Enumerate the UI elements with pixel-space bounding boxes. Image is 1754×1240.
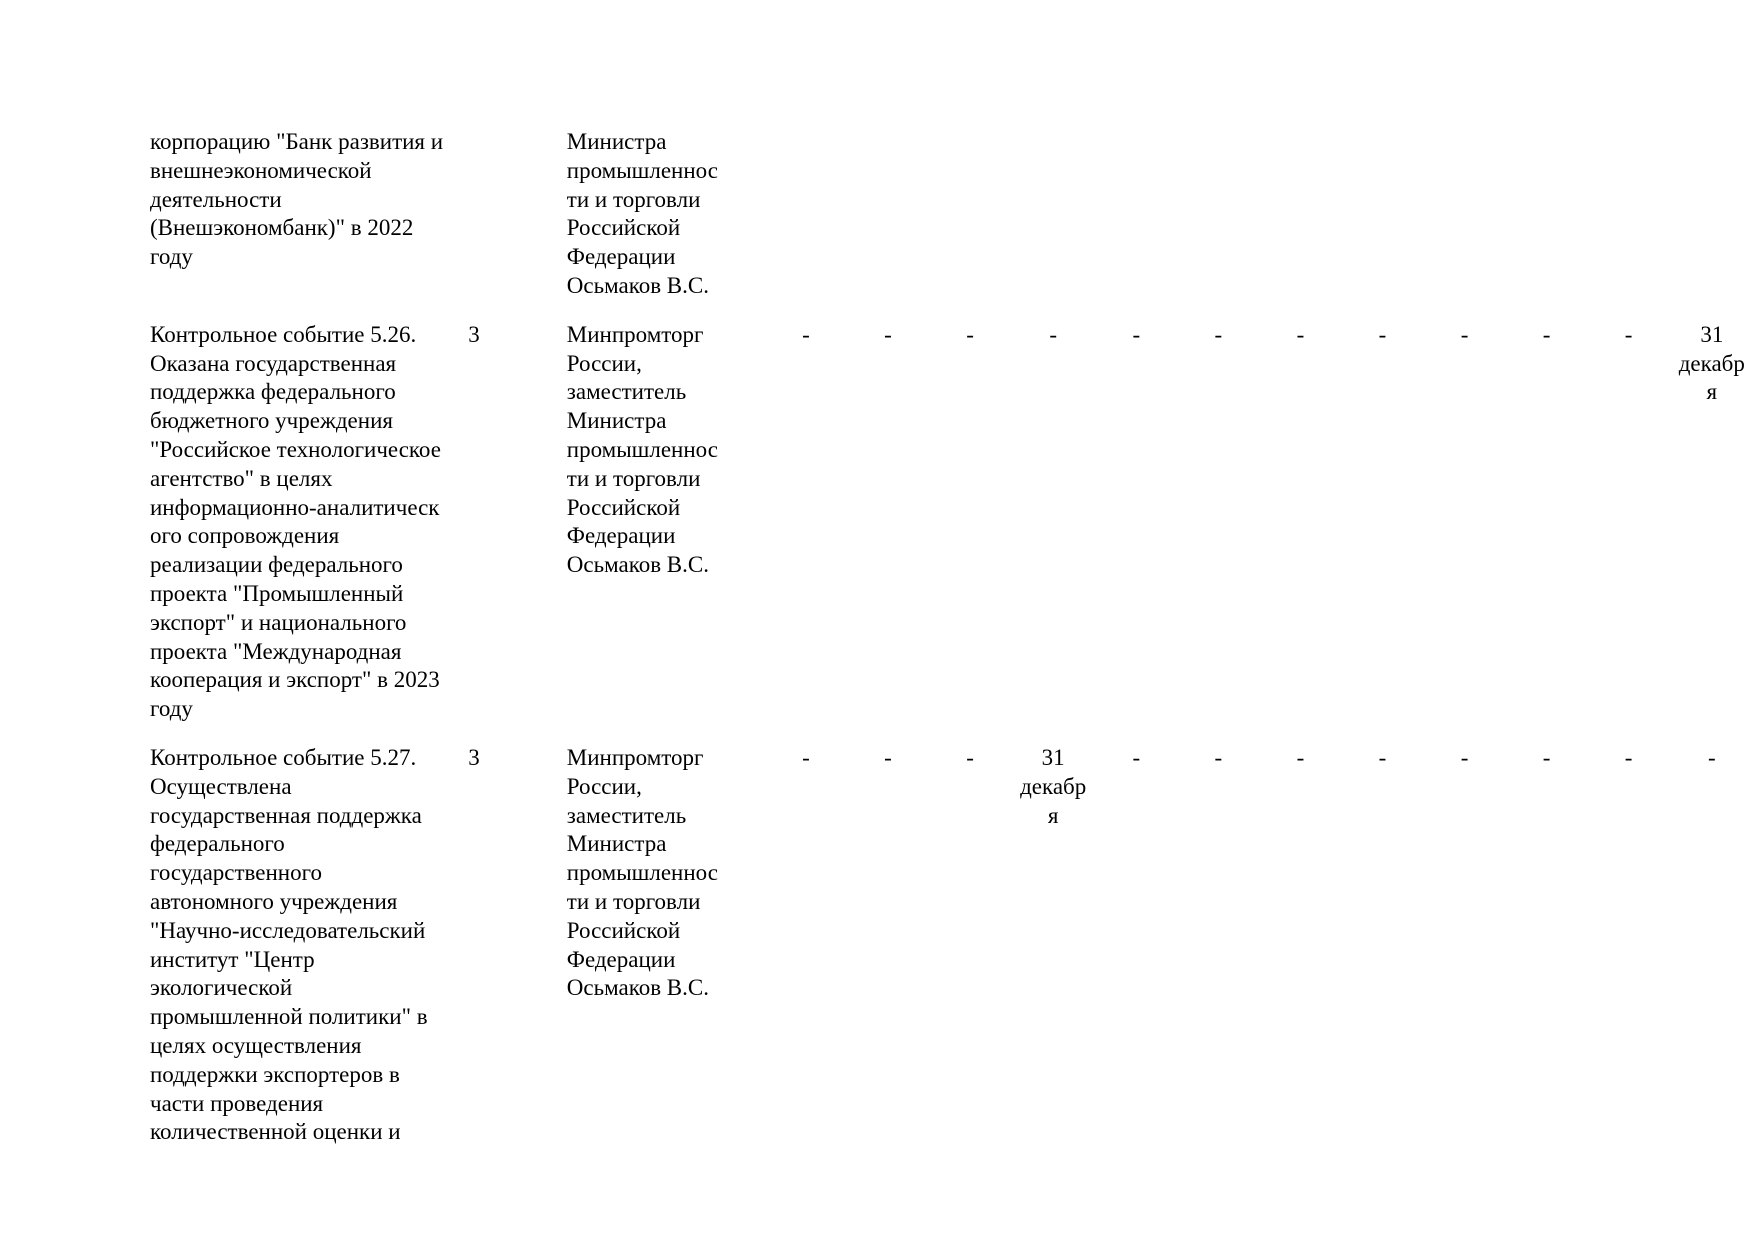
event-name: корпорацию "Банк развития и внешнеэкономической деятельности (Внешэкономбанк)" в 2022 году	[150, 129, 444, 270]
quarter-cell: -	[1214, 744, 1223, 770]
control-events-table	[150, 128, 1754, 1147]
responsible-text: Минпромторг России, заместитель Министра промышленнос ти и торговли Российской Федерации Осьмаков В.С.	[566, 321, 718, 578]
quarter-cell: -	[1460, 744, 1469, 770]
responsible-text: Министра промышленнос ти и торговли Российской Федерации Осьмаков В.С.	[566, 129, 718, 298]
responsible-cell	[567, 744, 765, 1147]
quarter-cell: -	[1214, 321, 1223, 347]
quarter-cell: -	[884, 321, 892, 347]
quarter-cell	[1177, 128, 1259, 321]
event-name: Контрольное событие 5.26. Оказана государственная поддержка федерального бюджетного учреждения "Российское технологическое агентство" в целях информационно-аналитическ ого сопровождения реализации федерального проекта "Промышленный экспорт" и национального проекта "Международная кооперация и экспорт" в 2023 году	[150, 321, 441, 722]
quarter-cell	[1506, 128, 1588, 321]
quarter-cell: -	[884, 744, 892, 770]
quarter-cell: -	[1296, 744, 1305, 770]
quarter-cell: -	[1296, 321, 1305, 347]
quarter-cell: -	[966, 321, 974, 347]
quarter-cell	[765, 128, 847, 321]
quarter-cell	[847, 128, 929, 321]
quarter-cell: -	[1378, 744, 1387, 770]
responsible-text: Минпромторг России, заместитель Министра промышленнос ти и торговли Российской Федерации Осьмаков В.С.	[566, 744, 718, 1001]
event-name-cell	[150, 744, 466, 1147]
table-row	[150, 321, 1754, 744]
level-value: 3	[468, 744, 480, 770]
quarter-cell: -	[1542, 744, 1551, 770]
level-cell	[466, 744, 567, 1147]
quarter-cell	[1341, 128, 1423, 321]
level-cell	[466, 321, 567, 744]
quarter-cell: -	[802, 744, 810, 770]
quarter-cell: -	[1624, 321, 1633, 347]
quarter-cell: -	[1624, 744, 1633, 770]
quarter-cell	[1095, 128, 1177, 321]
quarter-cell: -	[1542, 321, 1551, 347]
quarter-cell	[929, 128, 1011, 321]
quarter-cell	[1011, 128, 1095, 321]
level-cell	[466, 128, 567, 321]
quarter-cell: -	[1460, 321, 1469, 347]
quarter-cell: -	[966, 744, 974, 770]
event-name-cell	[150, 128, 466, 321]
responsible-cell	[567, 321, 765, 744]
quarter-cell	[1588, 128, 1670, 321]
quarter-cell: -	[1378, 321, 1387, 347]
table-row	[150, 128, 1754, 321]
quarter-cell: -	[802, 321, 810, 347]
quarter-cell: -	[1132, 744, 1141, 770]
level-value: 3	[468, 321, 480, 347]
quarter-cell: 31 декабр я	[1020, 744, 1087, 828]
table-row	[150, 744, 1754, 1147]
event-name-cell	[150, 321, 466, 744]
quarter-cell	[1259, 128, 1341, 321]
quarter-cell	[1424, 128, 1506, 321]
quarter-cell: -	[1049, 321, 1058, 347]
quarter-cell: -	[1132, 321, 1141, 347]
responsible-cell	[567, 128, 765, 321]
quarter-cell	[1670, 128, 1754, 321]
event-name: Контрольное событие 5.27. Осуществлена государственная поддержка федерального государственного автономного учреждения "Научно-исследовательский институт "Центр экологической промышленной политики" в целях осуществления поддержки экспортеров в части проведения количественной оценки и	[150, 744, 428, 1145]
quarter-cell: -	[1707, 744, 1716, 770]
quarter-cell: 31 декабр я	[1678, 321, 1745, 405]
